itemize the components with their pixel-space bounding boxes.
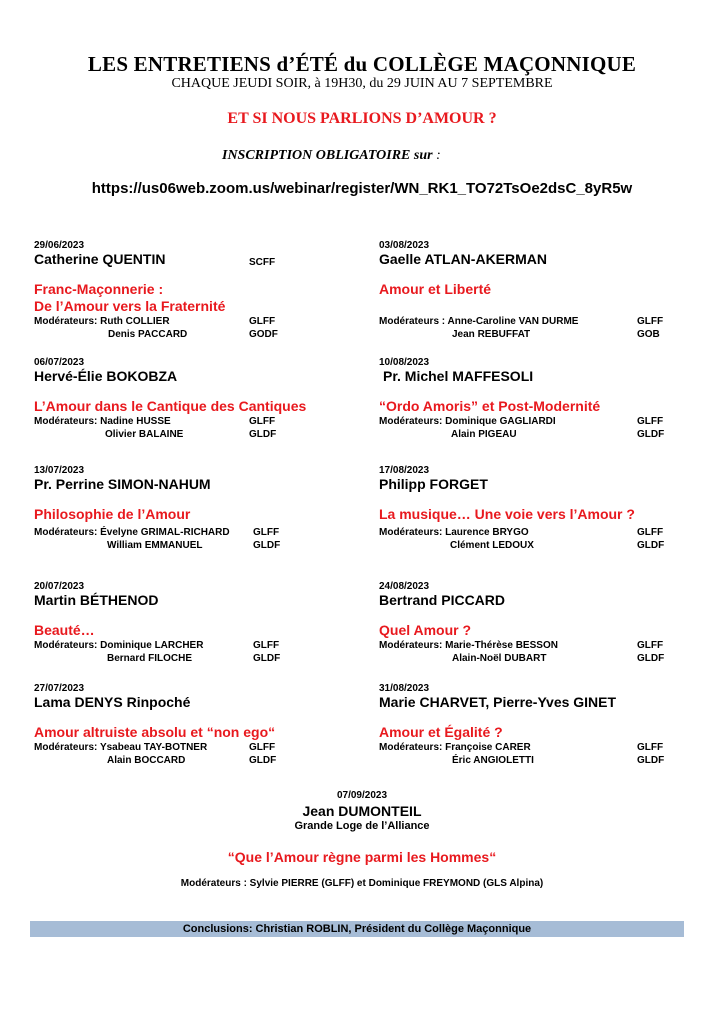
moderator-1-lodge: GLFF [637,527,664,538]
session-date: 20/07/2023 [34,581,85,592]
session-speaker: Catherine QUENTIN [34,251,166,267]
session-title: Beauté… [34,622,95,638]
moderator-2: Alain BOCCARD [107,754,186,766]
session-card [379,683,709,767]
session-card [379,581,709,665]
moderator-1: Modérateurs: Laurence BRYGO [379,527,529,538]
session-title: Amour et Égalité ? [379,724,503,740]
session-card [379,357,709,441]
moderator-2: William EMMANUEL [107,539,203,551]
session-date: 27/07/2023 [34,683,85,694]
session-speaker: Pr. Michel MAFFESOLI [383,368,534,384]
final-session-title: “Que l’Amour règne parmi les Hommes“ [227,849,497,865]
moderators [34,416,364,441]
session-title: Quel Amour ? [379,622,472,638]
moderator-2-lodge: GLDF [637,652,665,664]
moderator-1-lodge: GLFF [637,742,664,753]
session-card [34,240,364,341]
session-date: 29/06/2023 [34,240,85,251]
registration-link[interactable]: https://us06web.zoom.us/webinar/register/WN_RK1_TO72TsOe2dsC_8yR5w [91,180,633,197]
session-title: Franc-Maçonnerie : [34,281,164,297]
session-card [379,465,709,552]
session-speaker: Bertrand PICCARD [379,592,506,608]
session-speaker: Marie CHARVET, Pierre-Yves GINET [379,694,617,710]
moderator-1: Modérateurs: Ysabeau TAY-BOTNER [34,742,208,753]
moderator-2: Éric ANGIOLETTI [452,754,534,766]
inscription-label: INSCRIPTION OBLIGATOIRE sur [222,148,433,163]
session-card [34,683,364,767]
moderator-1-lodge: GLFF [253,527,280,538]
moderators [379,742,709,767]
session-title: “Ordo Amoris” et Post-Modernité [379,398,601,414]
session-date: 17/08/2023 [379,465,430,476]
session-title: Philosophie de l’Amour [34,506,191,522]
moderator-1-lodge: GLFF [637,640,664,651]
moderator-2: Denis PACCARD [108,328,188,340]
session-card [379,240,709,341]
moderators [34,527,364,552]
schedule-subtitle: CHAQUE JEUDI SOIR, à 19H30, du 29 JUIN AU 7 SEPTEMBRE [171,76,553,91]
moderator-1: Modérateurs: Évelyne GRIMAL-RICHARD [34,527,230,538]
moderator-2: Clément LEDOUX [450,539,534,551]
session-title-line2: De l’Amour vers la Fraternité [34,298,226,314]
moderator-2-lodge: GLDF [253,652,281,664]
session-card [34,357,364,441]
moderators [379,316,709,341]
moderators [34,316,364,341]
moderator-1-lodge: GLFF [249,416,276,427]
moderator-1: Modérateurs: Dominique GAGLIARDI [379,416,556,427]
session-speaker: Pr. Perrine SIMON-NAHUM [34,476,211,492]
moderator-2: Alain-Noël DUBART [452,652,547,664]
session-date: 10/08/2023 [379,357,430,368]
inscription-colon: : [432,148,441,163]
moderator-2-lodge: GLDF [249,428,277,440]
final-session-speaker: Jean DUMONTEIL [302,803,422,819]
moderator-2-lodge: GLDF [253,539,281,551]
moderators [379,640,709,665]
moderator-2: Alain PIGEAU [451,428,517,440]
moderator-2: Jean REBUFFAT [452,328,531,340]
page-title: LES ENTRETIENS d’ÉTÉ du COLLÈGE MAÇONNIQUE [87,52,637,76]
session-date: 06/07/2023 [34,357,85,368]
moderator-2: Bernard FILOCHE [107,652,193,664]
moderators [379,527,709,552]
session-title: La musique… Une voie vers l’Amour ? [379,506,635,522]
moderator-1-lodge: GLFF [253,640,280,651]
speaker-organization: SCFF [249,257,276,268]
moderator-1: Modérateurs: Ruth COLLIER [34,316,170,327]
theme-heading: ET SI NOUS PARLIONS D’AMOUR ? [227,110,497,127]
moderator-2-lodge: GLDF [249,754,277,766]
session-title: L’Amour dans le Cantique des Cantiques [34,398,307,414]
moderator-1: Modérateurs: Dominique LARCHER [34,640,204,651]
session-card [34,465,364,552]
moderators [34,640,364,665]
session-card [34,581,364,665]
moderator-2: Olivier BALAINE [105,428,184,440]
moderator-1: Modérateurs: Marie-Thérèse BESSON [379,640,558,651]
moderator-2-lodge: GODF [249,328,278,340]
moderator-1-lodge: GLFF [637,416,664,427]
final-session-affiliation: Grande Loge de l’Alliance [294,820,430,832]
moderator-1: Modérateurs : Anne-Caroline VAN DURME [379,316,579,327]
moderator-1-lodge: GLFF [249,316,276,327]
session-date: 13/07/2023 [34,465,85,476]
moderator-1-lodge: GLFF [637,316,664,327]
moderator-2-lodge: GOB [637,328,660,340]
session-speaker: Hervé-Élie BOKOBZA [34,368,178,384]
session-speaker: Martin BÉTHENOD [34,592,159,608]
moderator-2-lodge: GLDF [637,754,665,766]
moderators [379,416,709,441]
session-date: 31/08/2023 [379,683,430,694]
moderator-1: Modérateurs: Françoise CARER [379,742,531,753]
session-title: Amour altruiste absolu et “non ego“ [34,724,276,740]
moderator-1: Modérateurs: Nadine HUSSE [34,416,171,427]
conclusion-banner: Conclusions: Christian ROBLIN, Président du Collège Maçonnique [30,921,684,937]
final-session-date: 07/09/2023 [336,790,388,801]
session-speaker: Gaelle ATLAN-AKERMAN [379,251,548,267]
session-date: 24/08/2023 [379,581,430,592]
moderator-2-lodge: GLDF [637,539,665,551]
final-session-moderators: Modérateurs : Sylvie PIERRE (GLFF) et Dominique FREYMOND (GLS Alpina) [180,878,544,889]
session-title: Amour et Liberté [379,281,492,297]
moderators [34,742,364,767]
moderator-2-lodge: GLDF [637,428,665,440]
moderator-1-lodge: GLFF [249,742,276,753]
session-date: 03/08/2023 [379,240,430,251]
session-speaker: Lama DENYS Rinpoché [34,694,191,710]
session-speaker: Philipp FORGET [379,476,488,492]
inscription-notice [222,148,441,164]
